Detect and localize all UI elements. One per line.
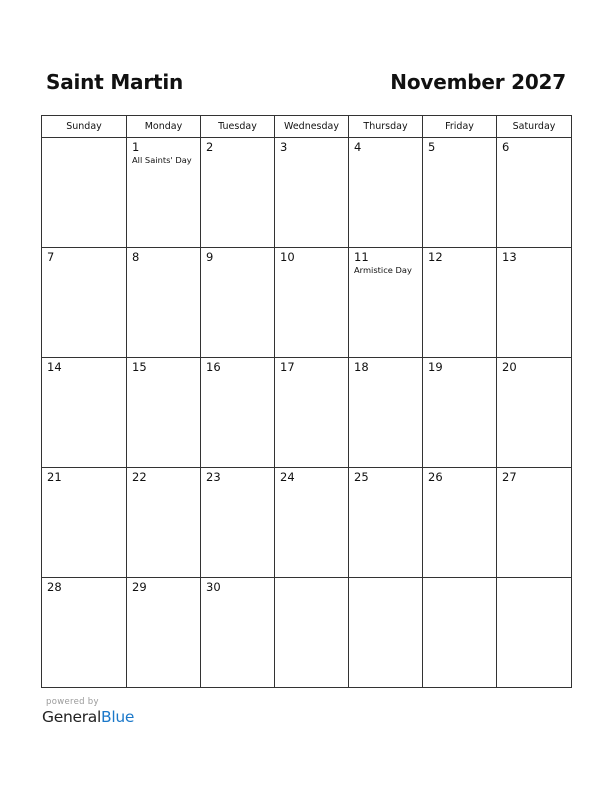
- day-number: 3: [280, 140, 288, 154]
- day-number: 10: [280, 250, 295, 264]
- day-number: 27: [502, 470, 517, 484]
- weekday-header: Monday: [127, 116, 201, 138]
- day-number: 22: [132, 470, 147, 484]
- powered-by-text: powered by: [46, 697, 99, 707]
- day-cell: [127, 138, 201, 248]
- day-cell: [349, 468, 423, 578]
- day-number: 13: [502, 250, 517, 264]
- day-cell: [275, 248, 349, 358]
- day-cell: [423, 468, 497, 578]
- day-number: 14: [47, 360, 62, 374]
- day-cell: [275, 468, 349, 578]
- weekday-header: Thursday: [349, 116, 423, 138]
- day-number: 16: [206, 360, 221, 374]
- day-cell: [497, 138, 572, 248]
- day-cell: [42, 138, 127, 248]
- day-number: 4: [354, 140, 362, 154]
- weekday-header: Tuesday: [201, 116, 275, 138]
- day-cell: [497, 248, 572, 358]
- day-number: [349, 578, 422, 580]
- calendar-month-title: November 2027: [390, 70, 566, 94]
- day-number: [423, 578, 496, 580]
- day-cell: [275, 578, 349, 688]
- day-cell: [127, 578, 201, 688]
- day-number: [42, 138, 126, 140]
- weekday-header: Saturday: [497, 116, 572, 138]
- weekday-header: Wednesday: [275, 116, 349, 138]
- holiday-label: All Saints' Day: [132, 155, 192, 165]
- weekday-header: Sunday: [42, 116, 127, 138]
- weekday-header-row: [42, 116, 572, 138]
- day-cell: [201, 248, 275, 358]
- day-number: 2: [206, 140, 214, 154]
- day-number: 7: [47, 250, 55, 264]
- day-number: 19: [428, 360, 443, 374]
- day-cell: [423, 578, 497, 688]
- calendar-grid: [41, 115, 572, 688]
- day-number: 11: [354, 250, 369, 264]
- day-cell: [42, 248, 127, 358]
- day-cell: [349, 248, 423, 358]
- day-number: 17: [280, 360, 295, 374]
- day-cell: [497, 358, 572, 468]
- day-number: 23: [206, 470, 221, 484]
- day-number: 1: [132, 140, 140, 154]
- day-cell: [349, 578, 423, 688]
- day-cell: [42, 468, 127, 578]
- day-number: 5: [428, 140, 436, 154]
- weekday-header: Friday: [423, 116, 497, 138]
- brand-name-second: Blue: [100, 708, 135, 726]
- day-cell: [201, 468, 275, 578]
- day-cell: [201, 578, 275, 688]
- day-cell: [127, 248, 201, 358]
- day-cell: [349, 138, 423, 248]
- day-cell: [497, 468, 572, 578]
- day-cell: [42, 358, 127, 468]
- day-number: [275, 578, 348, 580]
- day-cell: [275, 138, 349, 248]
- day-number: 6: [502, 140, 510, 154]
- day-number: 21: [47, 470, 62, 484]
- day-cell: [201, 138, 275, 248]
- day-cell: [201, 358, 275, 468]
- day-number: 25: [354, 470, 369, 484]
- day-number: 9: [206, 250, 214, 264]
- day-cell: [127, 468, 201, 578]
- day-cell: [423, 138, 497, 248]
- day-number: 15: [132, 360, 147, 374]
- week-row: [42, 248, 572, 358]
- week-row: [42, 578, 572, 688]
- week-row: [42, 138, 572, 248]
- day-cell: [497, 578, 572, 688]
- day-number: 26: [428, 470, 443, 484]
- day-cell: [423, 358, 497, 468]
- brand-name-first: General: [42, 708, 101, 726]
- day-cell: [42, 578, 127, 688]
- brand-footer[interactable]: [42, 697, 134, 726]
- day-cell: [423, 248, 497, 358]
- day-number: [497, 578, 571, 580]
- calendar-country-title: Saint Martin: [46, 70, 184, 94]
- day-cell: [127, 358, 201, 468]
- day-cell: [275, 358, 349, 468]
- week-row: [42, 358, 572, 468]
- day-number: 28: [47, 580, 62, 594]
- day-number: 20: [502, 360, 517, 374]
- brand-logo: [42, 708, 134, 726]
- week-row: [42, 468, 572, 578]
- day-number: 24: [280, 470, 295, 484]
- day-cell: [349, 358, 423, 468]
- day-number: 18: [354, 360, 369, 374]
- day-number: 29: [132, 580, 147, 594]
- day-number: 12: [428, 250, 443, 264]
- day-number: 8: [132, 250, 140, 264]
- day-number: 30: [206, 580, 221, 594]
- holiday-label: Armistice Day: [354, 265, 412, 275]
